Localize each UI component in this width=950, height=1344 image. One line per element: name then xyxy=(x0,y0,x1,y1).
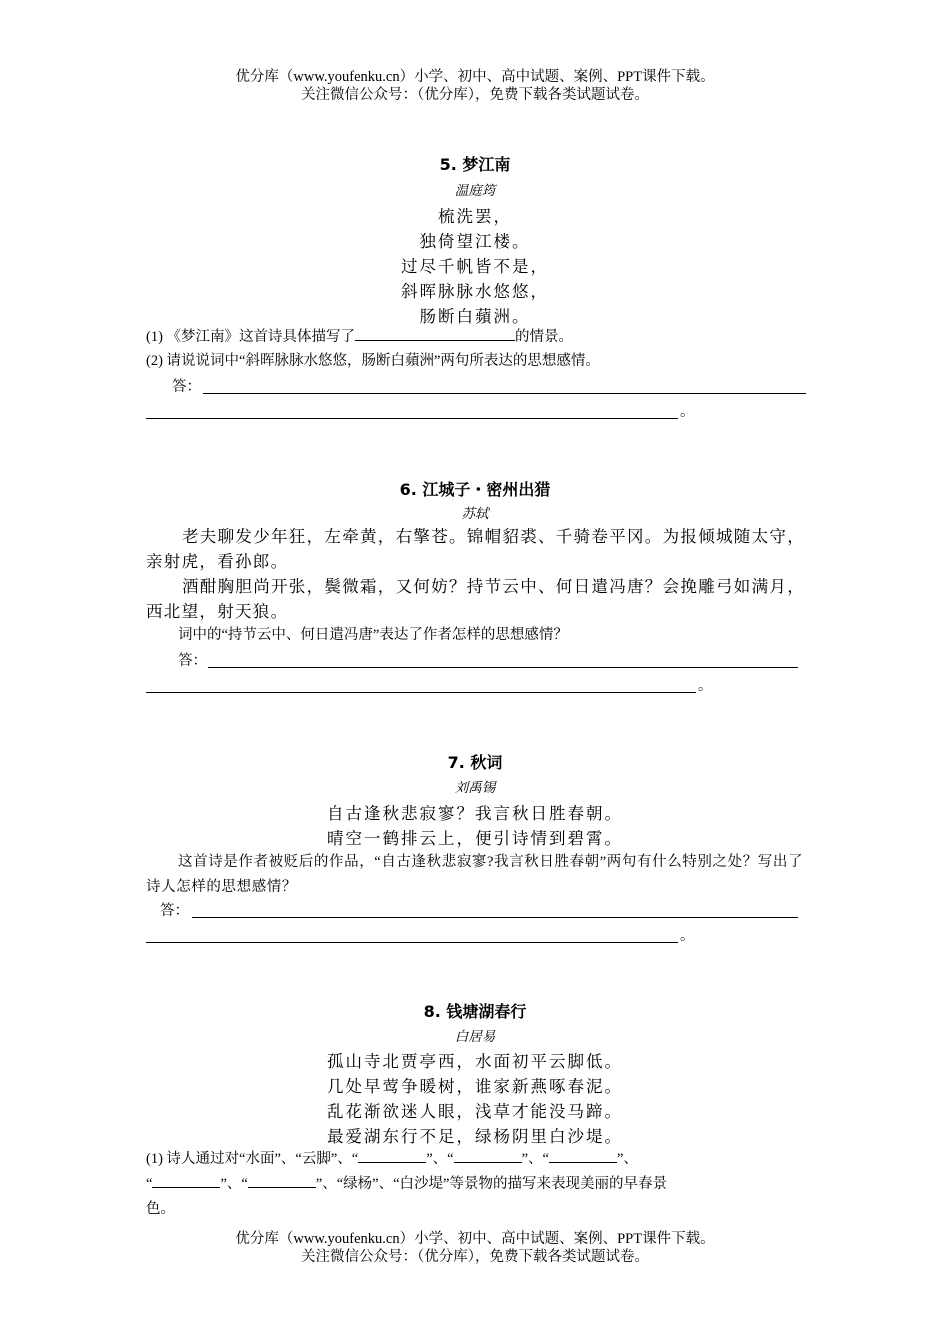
s8-q1-blank-2[interactable] xyxy=(454,1150,522,1163)
s8-question-1-line-3: 色。 xyxy=(146,1201,175,1217)
s6-title: 6. 江城子・密州出猎 xyxy=(399,480,551,499)
footer-line-2: 关注微信公众号：（优分库），免费下载各类试题试卷。 xyxy=(301,1249,649,1265)
s8-q1-sep-2: ”、“ xyxy=(521,1151,549,1167)
s8-question-1-line-1 xyxy=(146,1150,638,1168)
s5-answer-label: 答： xyxy=(172,379,201,395)
footer-line-1: 优分库（www.youfenku.cn）小学、初中、高中试题、案例、PPT课件下载。 xyxy=(235,1231,715,1247)
s8-q1-text-b: ”、 xyxy=(616,1151,638,1167)
s8-poem-line-1: 孤山寺北贾亭西，水面初平云脚低。 xyxy=(327,1052,623,1071)
s7-answer-end: 。 xyxy=(680,928,695,944)
s8-author: 白居易 xyxy=(454,1029,496,1044)
s7-title: 7. 秋词 xyxy=(447,753,503,772)
s6-paragraph-1: 老夫聊发少年狂，左牵黄，右擎苍。锦帽貂裘、千骑卷平冈。为报倾城随太守，亲射虎，看孙郎。 xyxy=(146,527,805,571)
s5-answer-line-1[interactable] xyxy=(203,393,806,394)
s5-answer-end: 。 xyxy=(680,404,695,420)
s8-poem-line-4: 最爱湖东行不足，绿杨阴里白沙堤。 xyxy=(327,1127,623,1146)
s8-q1-blank-5[interactable] xyxy=(248,1175,316,1188)
s6-author: 苏轼 xyxy=(461,506,489,521)
header-line-1: 优分库（www.youfenku.cn）小学、初中、高中试题、案例、PPT课件下载。 xyxy=(235,69,715,85)
s8-q1-sep-1: ”、“ xyxy=(426,1151,454,1167)
s5-poem-line-4: 斜晖脉脉水悠悠， xyxy=(401,282,549,301)
s7-poem-line-2: 晴空一鹤排云上，便引诗情到碧霄。 xyxy=(327,829,623,848)
s5-q1-blank[interactable] xyxy=(355,328,515,341)
s6-answer-end: 。 xyxy=(698,678,713,694)
s8-q1-sep-3: ”、“ xyxy=(220,1176,248,1192)
s5-q1-text-b: 的情景。 xyxy=(515,329,574,345)
s7-author: 刘禹锡 xyxy=(454,780,496,795)
s5-q1-text-a: (1) 《梦江南》这首诗具体描写了 xyxy=(146,329,356,345)
s7-answer-line-1[interactable] xyxy=(192,917,798,918)
s8-q1-blank-3[interactable] xyxy=(549,1150,617,1163)
s5-poem-line-2: 独倚望江楼。 xyxy=(419,232,531,251)
s8-q1-blank-1[interactable] xyxy=(358,1150,426,1163)
s6-answer-line-1[interactable] xyxy=(208,667,798,668)
s8-poem-line-3: 乱花渐欲迷人眼，浅草才能没马蹄。 xyxy=(327,1102,623,1121)
s7-answer-label: 答： xyxy=(160,903,189,919)
s7-answer-line-2[interactable] xyxy=(146,942,678,943)
s8-question-1-line-2 xyxy=(146,1175,667,1193)
header-line-2: 关注微信公众号：（优分库），免费下载各类试题试卷。 xyxy=(301,87,649,103)
s5-author: 温庭筠 xyxy=(454,183,496,198)
s6-answer-label: 答： xyxy=(178,653,207,669)
page-footer xyxy=(0,1230,950,1266)
s8-q1-text-a: (1) 诗人通过对“水面”、“云脚”、“ xyxy=(146,1151,359,1167)
s5-question-2: (2) 请说说词中“斜晖脉脉水悠悠，肠断白蘋洲”两句所表达的思想感情。 xyxy=(146,353,600,369)
s8-q1-text-c: “ xyxy=(146,1176,153,1192)
s6-question: 词中的“持节云中、何日遣冯唐”表达了作者怎样的思想感情？ xyxy=(178,627,568,643)
page-header xyxy=(0,68,950,104)
s8-q1-blank-4[interactable] xyxy=(152,1175,220,1188)
s5-question-1 xyxy=(146,328,573,346)
s8-q1-text-d: ”、“绿杨”、“白沙堤”等景物的描写来表现美丽的早春景 xyxy=(315,1176,667,1192)
s5-title: 5. 梦江南 xyxy=(439,155,511,174)
s5-poem-line-3: 过尽千帆皆不是， xyxy=(401,257,549,276)
s5-answer-line-2[interactable] xyxy=(146,418,678,419)
s7-question: 这首诗是作者被贬后的作品，“自古逢秋悲寂寥?我言秋日胜春朝”两句有什么特别之处？写出了诗人怎样的思想感情？ xyxy=(146,854,804,895)
s6-paragraph-2: 酒酣胸胆尚开张，鬓微霜，又何妨？持节云中、何日遣冯唐？会挽雕弓如满月，西北望，射天狼。 xyxy=(146,577,805,621)
s5-poem-line-1: 梳洗罢， xyxy=(438,207,512,226)
s8-title: 8. 钱塘湖春行 xyxy=(423,1002,527,1021)
s5-poem-line-5: 肠断白蘋洲。 xyxy=(419,307,531,326)
s6-answer-line-2[interactable] xyxy=(146,692,696,693)
s7-poem-line-1: 自古逢秋悲寂寥？我言秋日胜春朝。 xyxy=(327,804,623,823)
s8-poem-line-2: 几处早莺争暖树，谁家新燕啄春泥。 xyxy=(327,1077,623,1096)
